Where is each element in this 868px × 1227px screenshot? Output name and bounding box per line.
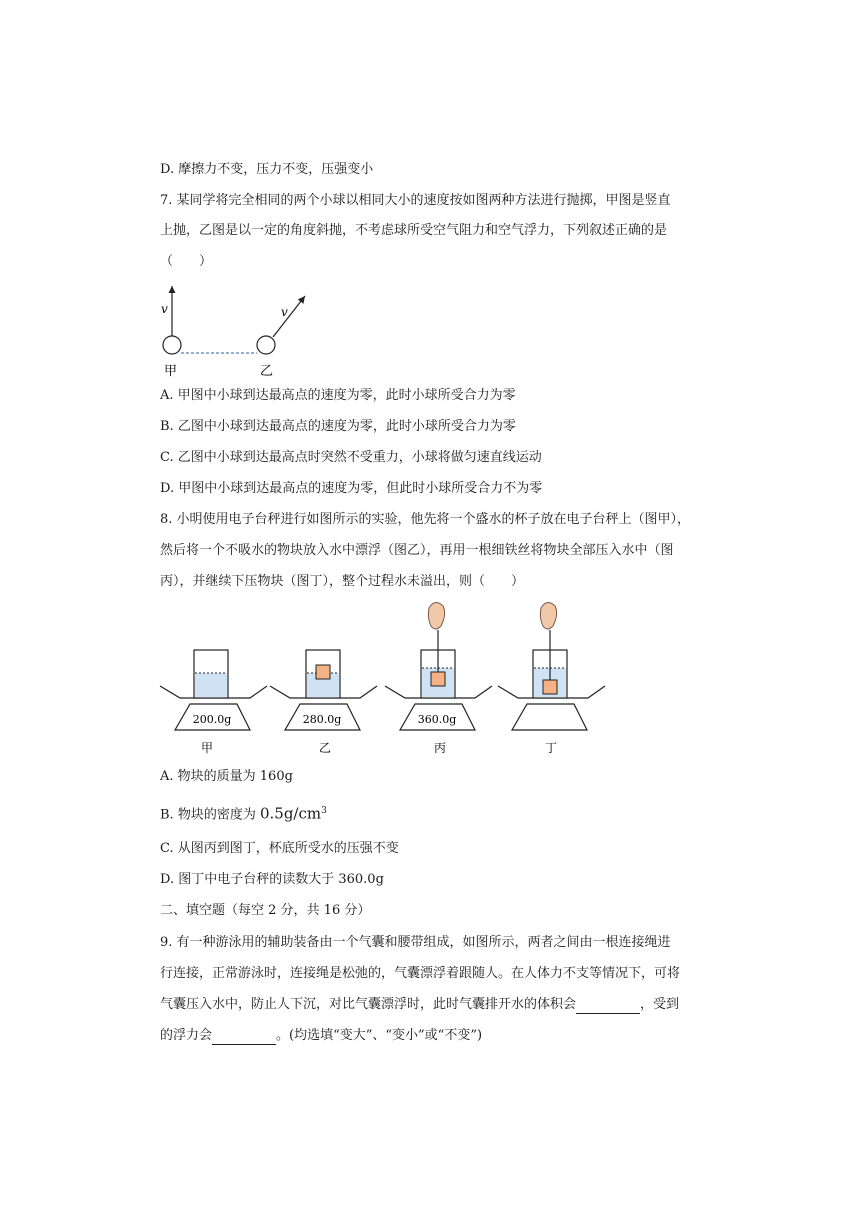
q8-option-a: A. 物块的质量为 160g — [160, 769, 293, 784]
scale-jia — [160, 650, 267, 755]
v-label-jia: v — [161, 302, 168, 316]
q7-stem-line-2: 上抛，乙图是以一定的角度斜抛，不考虑球所受空气阻力和空气浮力，下列叙述正确的是 — [160, 223, 668, 238]
q7-option-d: D. 甲图中小球到达最高点的速度为零，但此时小球所受合力不为零 — [160, 481, 543, 496]
scale-yi — [270, 650, 377, 755]
hand-icon-bing — [428, 602, 444, 629]
q9-line-3 — [160, 996, 679, 1014]
q8-option-b-text: B. 物块的密度为 — [160, 807, 256, 823]
ball-yi — [257, 336, 275, 354]
ball-jia — [163, 336, 181, 354]
q9-line-4-tail: 。(均选填“变大”、“变小”或“不变”) — [276, 1028, 483, 1043]
q9-line-2: 行连接，正常游泳时，连接绳是松弛的，气囊漂浮着跟随人。在人体力不支等情况下，可将 — [160, 966, 681, 981]
q7-figure — [155, 280, 325, 380]
q7-option-c: C. 乙图中小球到达最高点时突然不受重力，小球将做匀速直线运动 — [160, 450, 542, 465]
q9-blank-2[interactable] — [212, 1030, 276, 1045]
reading-jia: 200.0g — [192, 713, 232, 726]
reading-bing: 360.0g — [417, 713, 457, 726]
velocity-arrow-yi — [273, 296, 305, 337]
q9-line-3-tail: ，受到 — [640, 997, 680, 1012]
scale-ding — [498, 602, 605, 755]
q8-figure — [155, 600, 615, 760]
q9-line-3-text: 气囊压入水中，防止人下沉，对比气囊漂浮时，此时气囊排开水的体积会 — [160, 997, 577, 1012]
q8-option-b-value: 0.5g/cm — [259, 804, 322, 823]
q6-option-d: D. 摩擦力不变，压力不变，压强变小 — [160, 162, 374, 177]
q8-option-d: D. 图丁中电子台秤的读数大于 360.0g — [160, 872, 384, 887]
section2-title: 二、填空题（每空 2 分，共 16 分） — [160, 903, 371, 918]
label-yi: 乙 — [260, 364, 274, 379]
water-jia — [195, 673, 227, 697]
label-jia: 甲 — [164, 364, 178, 379]
block-bing — [431, 672, 445, 686]
q7-option-b: B. 乙图中小球到达最高点的速度为零，此时小球所受合力为零 — [160, 419, 516, 434]
label-ding: 丁 — [544, 741, 558, 755]
block-yi — [316, 665, 330, 679]
label-bing: 丙 — [433, 741, 447, 755]
q9-line-4-text: 的浮力会 — [160, 1028, 213, 1043]
q8-option-c: C. 从图丙到图丁，杯底所受水的压强不变 — [160, 841, 399, 856]
q9-blank-1[interactable] — [576, 999, 640, 1014]
v-label-yi: v — [281, 305, 288, 319]
q7-option-a: A. 甲图中小球到达最高点的速度为零，此时小球所受合力为零 — [160, 388, 516, 403]
q8-stem-line-1: 8. 小明使用电子台秤进行如图所示的实验，他先将一个盛水的杯子放在电子台秤上（图甲）， — [160, 512, 691, 527]
q8-option-b — [160, 802, 327, 824]
label-yi: 乙 — [318, 741, 332, 755]
scale-bing — [385, 602, 492, 755]
q8-option-b-sup: 3 — [321, 806, 327, 816]
label-jia: 甲 — [200, 741, 214, 755]
q8-stem-line-2: 然后将一个不吸水的物块放入水中漂浮（图乙），再用一根细铁丝将物块全部压入水中（图 — [160, 543, 674, 558]
reading-yi: 280.0g — [302, 713, 342, 726]
q7-stem-line-3: （ ） — [160, 254, 213, 269]
q7-stem-line-1: 7. 某同学将完全相同的两个小球以相同大小的速度按如图两种方法进行抛掷，甲图是竖直 — [160, 193, 671, 208]
q8-stem-line-3: 丙），并继续下压物块（图丁），整个过程水未溢出，则（ ） — [160, 574, 525, 589]
block-ding — [543, 680, 557, 694]
hand-icon-ding — [540, 602, 556, 629]
q9-line-1: 9. 有一种游泳用的辅助装备由一个气囊和腰带组成，如图所示，两者之间由一根连接绳进 — [160, 935, 671, 950]
scale-base-ding — [512, 704, 587, 730]
q9-line-4 — [160, 1027, 482, 1045]
